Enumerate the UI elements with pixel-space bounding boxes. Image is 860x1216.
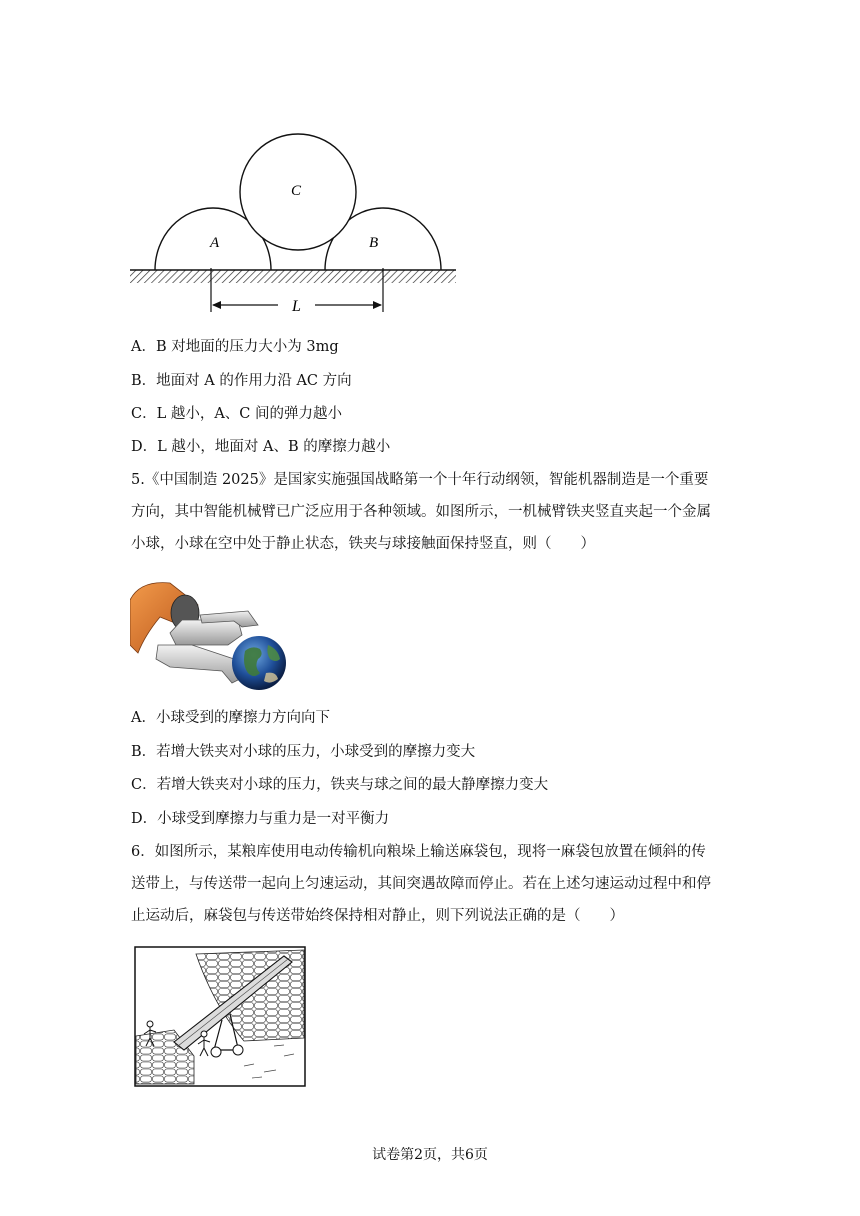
conveyor-wheel bbox=[211, 1047, 221, 1057]
q4-option-d: D．L 越小，地面对 A、B 的摩擦力越小 bbox=[131, 439, 391, 455]
arrowhead-right bbox=[373, 301, 382, 309]
q4-option-c: C．L 越小，A、C 间的弹力越小 bbox=[131, 406, 343, 422]
label-c: C bbox=[291, 183, 302, 199]
q5-option-b: B．若增大铁夹对小球的压力，小球受到的摩擦力变大 bbox=[131, 744, 476, 760]
q6-stem bbox=[131, 836, 741, 932]
q6-line: 止运动后，麻袋包与传送带始终保持相对静止，则下列说法正确的是（ ） bbox=[131, 908, 624, 924]
ground-hatch bbox=[130, 270, 456, 283]
robot-arm-figure bbox=[130, 575, 295, 693]
q5-line: 小球，小球在空中处于静止状态，铁夹与球接触面保持竖直，则（ ） bbox=[131, 536, 595, 552]
q4-option-b: B．地面对 A 的作用力沿 AC 方向 bbox=[131, 373, 352, 389]
q5-stem bbox=[131, 464, 741, 560]
q5-line: 方向，其中智能机械臂已广泛应用于各种领域。如图所示，一机械臂铁夹竖直夹起一个金属 bbox=[131, 504, 711, 520]
q5-option-c: C．若增大铁夹对小球的压力，铁夹与球之间的最大静摩擦力变大 bbox=[131, 777, 549, 793]
q6-line: 6．如图所示，某粮库使用电动传输机向粮垛上输送麻袋包，现将一麻袋包放置在倾斜的传 bbox=[131, 844, 706, 860]
q5-option-d: D．小球受到摩擦力与重力是一对平衡力 bbox=[131, 811, 390, 827]
q5-line: 5.《中国制造 2025》是国家实施强国战略第一个十年行动纲领，智能机器制造是一个重要 bbox=[131, 472, 709, 488]
label-l: L bbox=[292, 298, 301, 315]
arrowhead-left bbox=[212, 301, 221, 309]
globe-ball bbox=[232, 636, 286, 690]
cylinders-figure bbox=[125, 125, 465, 320]
q5-option-a: A．小球受到的摩擦力方向向下 bbox=[131, 710, 330, 726]
q4-option-a: A．B 对地面的压力大小为 3mg bbox=[131, 339, 339, 355]
q6-line: 送带上，与传送带一起向上匀速运动，其间突遇故障而停止。若在上述匀速运动过程中和停 bbox=[131, 876, 711, 892]
conveyor-figure bbox=[134, 946, 306, 1088]
page-footer: 试卷第2页，共6页 bbox=[372, 1147, 488, 1163]
label-a: A bbox=[210, 235, 220, 251]
conveyor-wheel bbox=[233, 1045, 243, 1055]
gripper-body bbox=[170, 620, 242, 645]
label-b: B bbox=[369, 235, 379, 251]
